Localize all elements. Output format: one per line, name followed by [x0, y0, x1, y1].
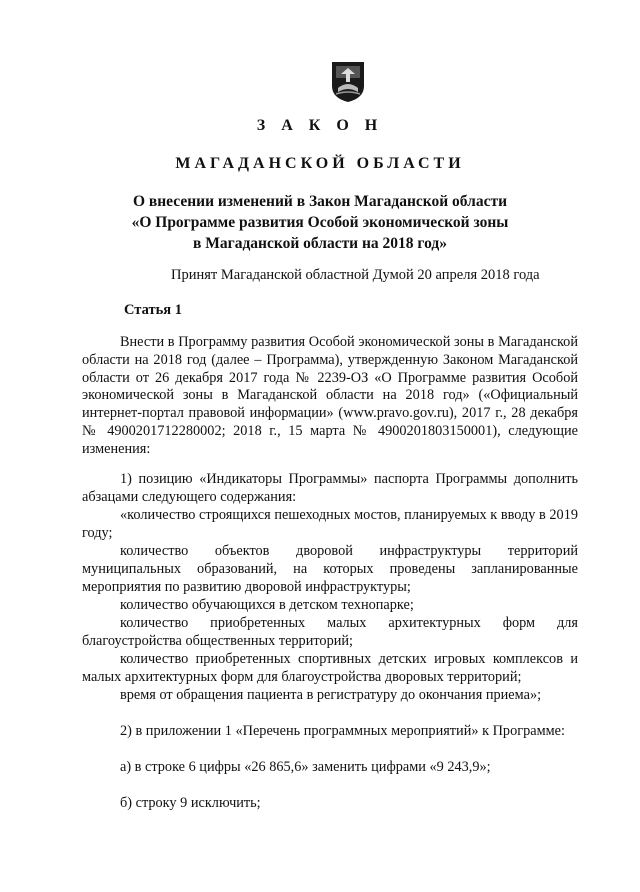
paragraph-indicator: количество обучающихся в детском технопарке;: [120, 597, 414, 613]
paragraph-item-2b: б) строку 9 исключить;: [120, 795, 261, 811]
paragraph-intro: Внести в Программу развития Особой экономической зоны в Магаданской области на 2018 год (далее – Программа), утвержденную Законом Магаданской области от 26 декабря 2017 года № 2239-ОЗ «О Программе развития Особой экономической зоны в Магаданской области на 2018 год» («Официальный интернет-портал правовой информации» (www.pravo.gov.ru), 2017 г., 28 декабря № 4900201712280002; 2018 г., 15 марта № 4900201803150001), следующие изменения:: [82, 334, 578, 457]
paragraph-item-1: 1) позицию «Индикаторы Программы» паспорта Программы дополнить абзацами следующего содержания:: [82, 471, 578, 505]
paragraph-item-2: 2) в приложении 1 «Перечень программных мероприятий» к Программе:: [120, 723, 565, 739]
law-subtitle: [0, 191, 640, 254]
adoption-note: Принят Магаданской областной Думой 20 апреля 2018 года: [171, 267, 540, 283]
paragraph-indicator: «количество строящихся пешеходных мостов, планируемых к вводу в 2019 году;: [82, 507, 578, 541]
article-heading: Статья 1: [124, 302, 182, 318]
region-title: МАГАДАНСКОЙ ОБЛАСТИ: [175, 155, 465, 172]
law-title: З А К О Н: [256, 117, 384, 134]
paragraph-indicator: количество приобретенных малых архитектурных форм для благоустройства общественных территорий;: [82, 615, 578, 649]
paragraph-indicator: количество приобретенных спортивных детских игровых комплексов и малых архитектурных форм для благоустройства дворовых территорий;: [82, 651, 578, 685]
subtitle-line: О внесении изменений в Закон Магаданской области: [132, 193, 508, 210]
paragraph-item-2a: а) в строке 6 цифры «26 865,6» заменить цифрами «9 243,9»;: [120, 759, 491, 775]
subtitle-line: в Магаданской области на 2018 год»: [193, 235, 447, 252]
paragraph-indicator: время от обращения пациента в регистратуру до окончания приема»;: [120, 687, 542, 703]
paragraph-indicator: количество объектов дворовой инфраструктуры территорий муниципальных образований, на которых проведены запланированные мероприятия по развитию дворовой инфраструктуры;: [82, 543, 578, 595]
subtitle-line: «О Программе развития Особой экономической зоны: [131, 214, 509, 231]
coat-of-arms-icon: [330, 60, 366, 104]
